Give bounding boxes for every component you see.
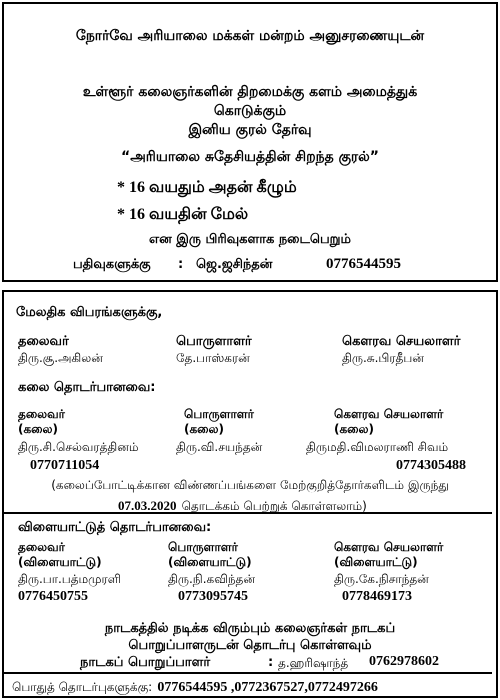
sports-name-treasurer: திரு.நி.கவிந்தன் (168, 572, 255, 586)
sports-name-secretary: திரு.கே.நிசாந்தன் (334, 572, 429, 586)
arts-name-treasurer: திரு.வி.சயந்தன் (176, 440, 263, 454)
sports-heading: விளையாட்டுத் தொடர்பானவை: (18, 520, 212, 535)
arts-note-date: 07.03.2020 (118, 498, 177, 513)
arts-sub-1: (கலை) (18, 422, 58, 436)
registration-phone: 0776544595 (326, 256, 401, 272)
registration-label: பதிவுகளுக்கு (73, 257, 151, 272)
event-subtitle: “அரியாலை சுதேசியத்தின் சிறந்த குரல்” (121, 149, 379, 165)
drama-label: நாடகப் பொறுப்பாளர் (80, 655, 211, 670)
drama-line-2: பொறுப்பாளருடன் தொடர்பு கொள்ளவும் (128, 638, 372, 653)
sports-role-president: தலைவர் (18, 540, 65, 554)
details-heading: மேலதிக விபரங்களுக்கு, (16, 305, 163, 320)
general-contact-phones: 0776544595 ,0772367527,0772497266 (157, 680, 378, 695)
general-role-treasurer: பொருளாளர் (176, 334, 252, 349)
general-name-treasurer: தே.பாஸ்கரன் (176, 351, 250, 365)
general-contact-label: பொதுத் தொடர்புகளுக்கு: (12, 680, 153, 694)
general-role-president: தலைவர் (18, 334, 69, 349)
divider-arts-sports (4, 512, 492, 514)
registration-separator: : (178, 257, 184, 272)
sports-sub-1: (விளையாட்டு) (18, 555, 102, 569)
event-title: இனிய குரல் தேர்வு (188, 122, 312, 138)
arts-name-president: திரு.சி.செல்வரத்தினம் (18, 440, 139, 454)
general-contact-line (12, 676, 378, 696)
sports-phone-secretary: 0778469173 (342, 589, 412, 604)
sponsor-line: நோர்வே அரியாலை மக்கள் மன்றம் அனுசரணையுடன் (75, 28, 425, 44)
general-role-secretary: கௌரவ செயலாளர் (342, 334, 461, 349)
drama-phone: 0762978602 (369, 654, 439, 669)
arts-note-line-1: (கலைப்போட்டிக்கான விண்ணப்பங்களை மேற்குறித்தோர்களிடம் இருந்து (51, 478, 449, 492)
drama-name: த.ஹரிஷாந்த் (278, 656, 349, 670)
category-over-16: * 16 வயதின் மேல் (117, 206, 249, 223)
arts-role-treasurer: பொருளாளர் (184, 407, 254, 421)
arts-role-president: தலைவர் (18, 407, 65, 421)
drama-line-1: நாடகத்தில் நடிக்க விரும்பும் கலைஞர்கள் நாடகப் (104, 621, 396, 636)
sports-name-president: திரு.பா.பத்மமுரளி (18, 572, 121, 586)
headline-line-1: உள்ளூர் கலைஞர்களின் திறமைக்கு களம் அமைத்துக் (82, 84, 418, 100)
categories-note: என இரு பிரிவுகளாக நடைபெறும் (149, 232, 351, 247)
sports-phone-treasurer: 0773095745 (178, 589, 248, 604)
general-name-secretary: திரு.சு.பிரதீபன் (342, 351, 424, 365)
arts-phone-president: 0770711054 (30, 458, 100, 473)
arts-phone-secretary: 0774305488 (396, 458, 466, 473)
sports-role-secretary: கௌரவ செயலாளர் (334, 540, 444, 554)
arts-sub-3: (கலை) (334, 422, 374, 436)
drama-separator: : (268, 655, 274, 670)
category-under-16: * 16 வயதும் அதன் கீழும் (117, 179, 297, 196)
sports-sub-3: (விளையாட்டு) (334, 555, 418, 569)
general-name-president: திரு.சூ.அகிலன் (18, 351, 103, 365)
registration-name: ஜெ.ஜசிந்தன் (196, 257, 273, 272)
sports-role-treasurer: பொருளாளர் (168, 540, 238, 554)
sports-phone-president: 0776450755 (18, 589, 88, 604)
arts-note-text: தொடக்கம் பெற்றுக் கொள்ளலாம்) (181, 499, 367, 513)
arts-sub-2: (கலை) (184, 422, 224, 436)
divider-general-contact (4, 672, 492, 674)
arts-name-secretary: திருமதி.விமலராணி சிவம் (306, 440, 449, 454)
arts-role-secretary: கௌரவ செயலாளர் (334, 407, 444, 421)
headline-line-2: கொடுக்கும் (213, 103, 287, 119)
sports-sub-2: (விளையாட்டு) (168, 555, 252, 569)
arts-heading: கலை தொடர்பானவை: (18, 380, 156, 395)
